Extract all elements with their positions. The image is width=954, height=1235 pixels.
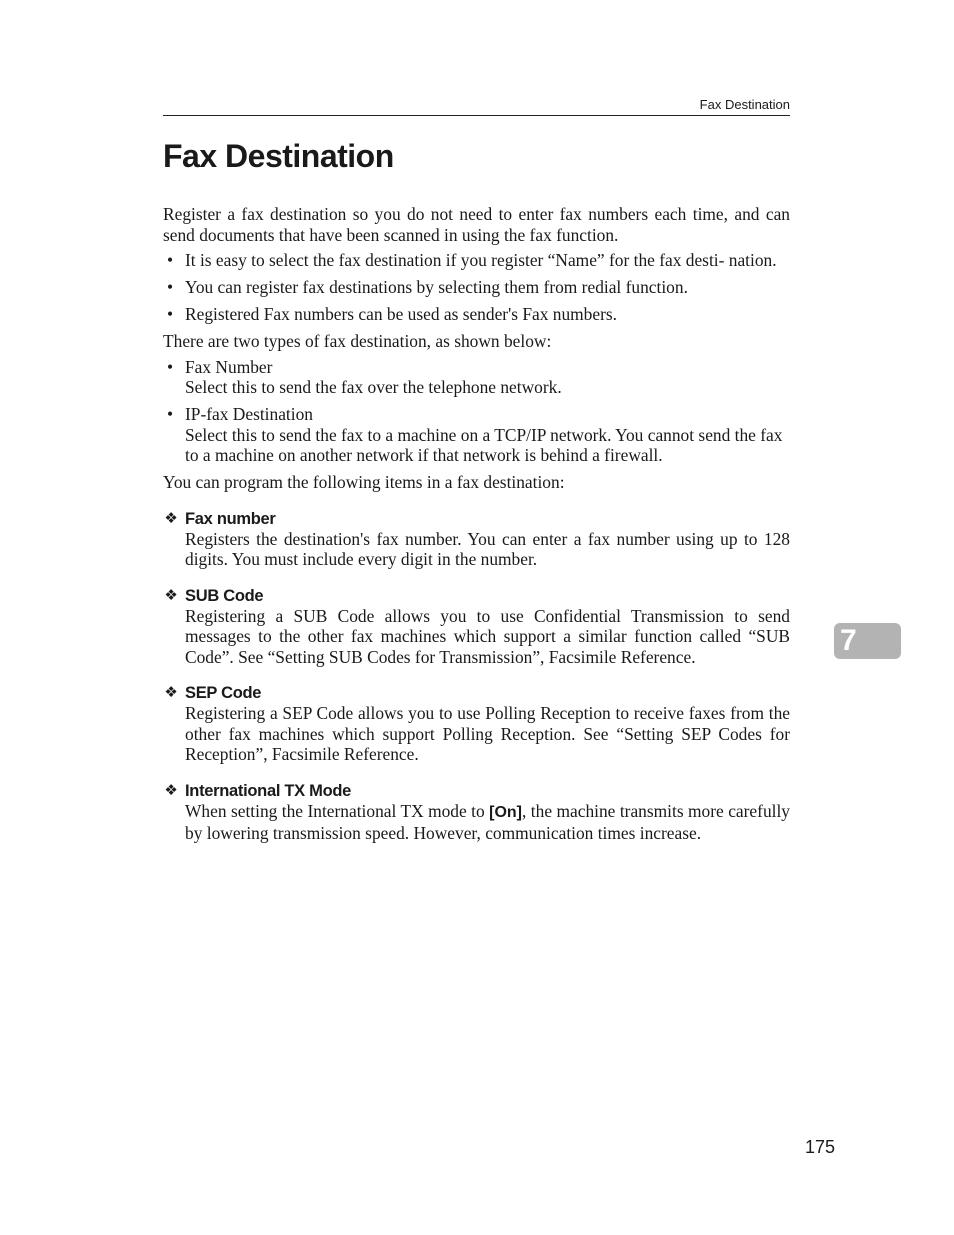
page-number: 175 [804, 1137, 835, 1157]
section-sub-code [163, 586, 790, 668]
note-text: You can register fax destinations by selecting them from redial function. [185, 277, 688, 297]
bullet-icon: • [166, 404, 174, 424]
section-sep-code [163, 683, 790, 765]
section-heading [163, 781, 790, 801]
bullet-icon: • [166, 250, 174, 270]
chapter-tab [834, 623, 901, 659]
page-title: Fax Destination [163, 138, 394, 174]
section-body-text: When setting the International TX mode to [185, 800, 490, 821]
header-rule [163, 115, 790, 116]
types-intro: There are two types of fax destination, as shown below: [163, 331, 552, 351]
section-body: Registers the destination's fax number. You can enter a fax number using up to 128 digits. You must include every digit in the number. [185, 528, 790, 569]
section-heading-text: Fax number [185, 509, 276, 528]
items-intro: You can program the following items in a fax destination: [163, 472, 565, 492]
section-body: Registering a SEP Code allows you to use Polling Reception to receive faxes from the other fax machines which support Polling Reception. See “Setting SEP Codes for Reception”, Facsimile Reference. [185, 703, 790, 764]
note-text: It is easy to select the fax destination if you register “Name” for the fax desti- nation. [185, 250, 777, 270]
key-label-on: [On] [489, 803, 522, 821]
chapter-number: 7 [840, 624, 857, 657]
section-heading-text: SUB Code [185, 586, 264, 605]
diamond-icon: ❖ [164, 586, 178, 604]
notes-list [163, 250, 790, 325]
section-heading-text: International TX Mode [185, 781, 352, 800]
section-body: Registering a SUB Code allows you to use Confidential Transmission to send messages to the other fax machines which support a similar function called “SUB Code”. See “Setting SUB Codes for Transmission”, Facsimile Reference. [185, 605, 790, 667]
list-item [163, 404, 790, 466]
diamond-icon: ❖ [164, 781, 178, 799]
intro-paragraph: Register a fax destination so you do not need to enter fax numbers each time, and can send documents that have been scanned in using the fax function. [163, 204, 790, 245]
type-description: Select this to send the fax to a machine on a TCP/IP network. You cannot send the fax to a machine on another network if that network is behind a firewall. [185, 424, 783, 465]
section-heading [163, 586, 790, 606]
list-item [163, 250, 790, 271]
list-item [163, 277, 790, 298]
bullet-icon: • [166, 356, 174, 377]
type-name: Fax Number [185, 356, 273, 377]
section-international-tx-mode [163, 781, 790, 844]
note-text: Registered Fax numbers can be used as sender's Fax numbers. [185, 304, 617, 324]
list-item [163, 357, 790, 398]
section-heading [163, 509, 790, 529]
section-body-text: , the machine transmits more carefully by lowering transmission speed. However, communication times increase. [185, 800, 791, 843]
section-fax-number [163, 509, 790, 570]
diamond-icon: ❖ [164, 509, 178, 527]
section-body [163, 801, 790, 844]
section-heading [163, 683, 790, 703]
bullet-icon: • [166, 277, 174, 297]
running-header: Fax Destination [699, 97, 790, 112]
bullet-icon: • [166, 304, 174, 324]
type-name: IP-fax Destination [185, 404, 313, 424]
page-body [163, 204, 790, 844]
type-description: Select this to send the fax over the telephone network. [185, 377, 562, 397]
diamond-icon: ❖ [164, 684, 178, 701]
types-list [163, 357, 790, 466]
list-item [163, 304, 790, 325]
section-heading-text: SEP Code [185, 684, 262, 702]
